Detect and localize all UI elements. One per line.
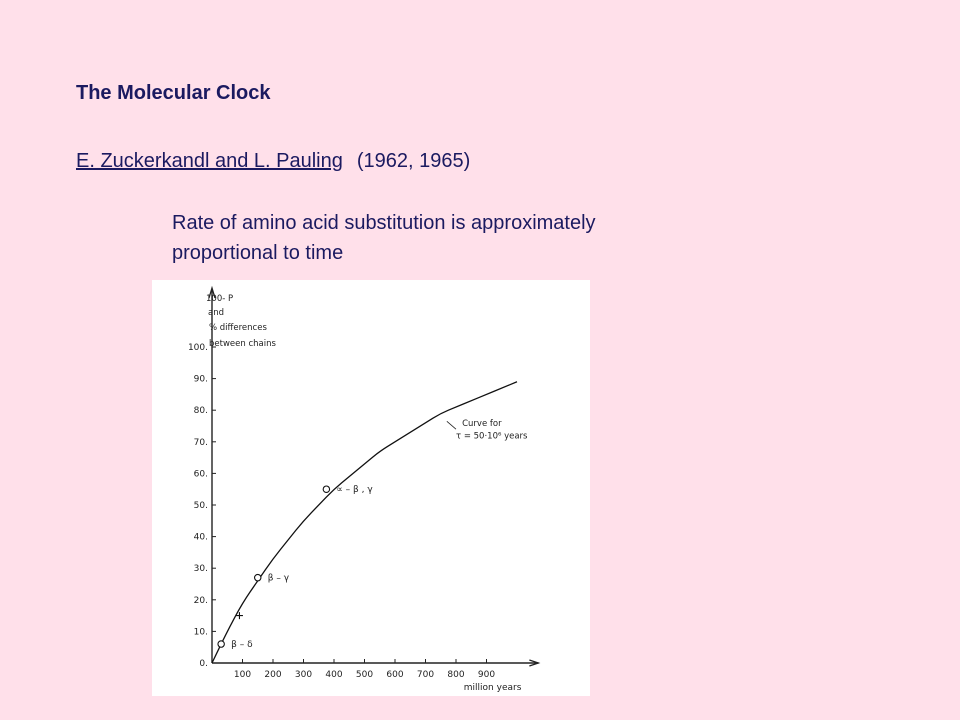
x-tick-label: 700	[416, 670, 435, 680]
x-axis-label: million years	[463, 683, 522, 693]
x-tick-label: 300	[294, 670, 313, 680]
y-tick-label: 70.	[193, 437, 208, 448]
x-tick-label: 400	[325, 670, 343, 680]
y-tick-label: 0.	[199, 659, 208, 669]
y-tick-label: 40.	[193, 532, 208, 543]
y-axis-label-line: between chains	[209, 339, 276, 349]
x-tick-label: 800	[447, 670, 465, 680]
x-tick-label: 600	[386, 670, 404, 680]
authors-link[interactable]: E. Zuckerkandl and L. Pauling	[76, 150, 343, 172]
y-axis-label-line: % differences	[209, 323, 267, 333]
y-tick-label: 30.	[193, 564, 208, 575]
y-tick-label: 100.	[187, 343, 208, 353]
y-tick-label: 80.	[193, 406, 208, 417]
y-tick-label: 10.	[193, 627, 208, 638]
y-tick-label: 20.	[193, 595, 208, 606]
x-tick-label: 900	[477, 670, 496, 680]
y-axis-label-line: and	[208, 308, 224, 318]
data-point	[255, 574, 261, 580]
x-tick-label: 200	[264, 670, 282, 680]
curve-label-leader	[447, 421, 456, 429]
curve-label-line-1: Curve for	[462, 419, 502, 429]
data-point-label: ∝ – β , γ	[336, 485, 373, 496]
data-point	[218, 641, 224, 647]
y-axis-label-line: 100- P	[206, 294, 234, 304]
data-point	[323, 486, 329, 492]
y-tick-label: 90.	[193, 374, 208, 385]
curve-label-line-2: τ = 50·10⁶ years	[456, 431, 528, 442]
molecular-clock-chart	[152, 280, 590, 696]
citation-years: (1962, 1965)	[356, 150, 471, 172]
x-tick-label: 100	[233, 670, 252, 680]
data-point-label: β – δ	[231, 640, 253, 651]
data-point-label: β – γ	[267, 573, 290, 584]
y-tick-label: 60.	[193, 469, 208, 480]
citation-line	[76, 150, 470, 173]
y-tick-label: 50.	[193, 501, 208, 511]
slide-title: The Molecular Clock	[76, 82, 271, 104]
body-line-2: proportional to time	[172, 242, 344, 264]
body-line-1: Rate of amino acid substitution is approximately	[172, 212, 596, 234]
x-tick-label: 500	[355, 670, 374, 680]
body-text	[172, 208, 596, 268]
points-layer	[218, 485, 373, 650]
chart-image-panel	[152, 280, 590, 696]
